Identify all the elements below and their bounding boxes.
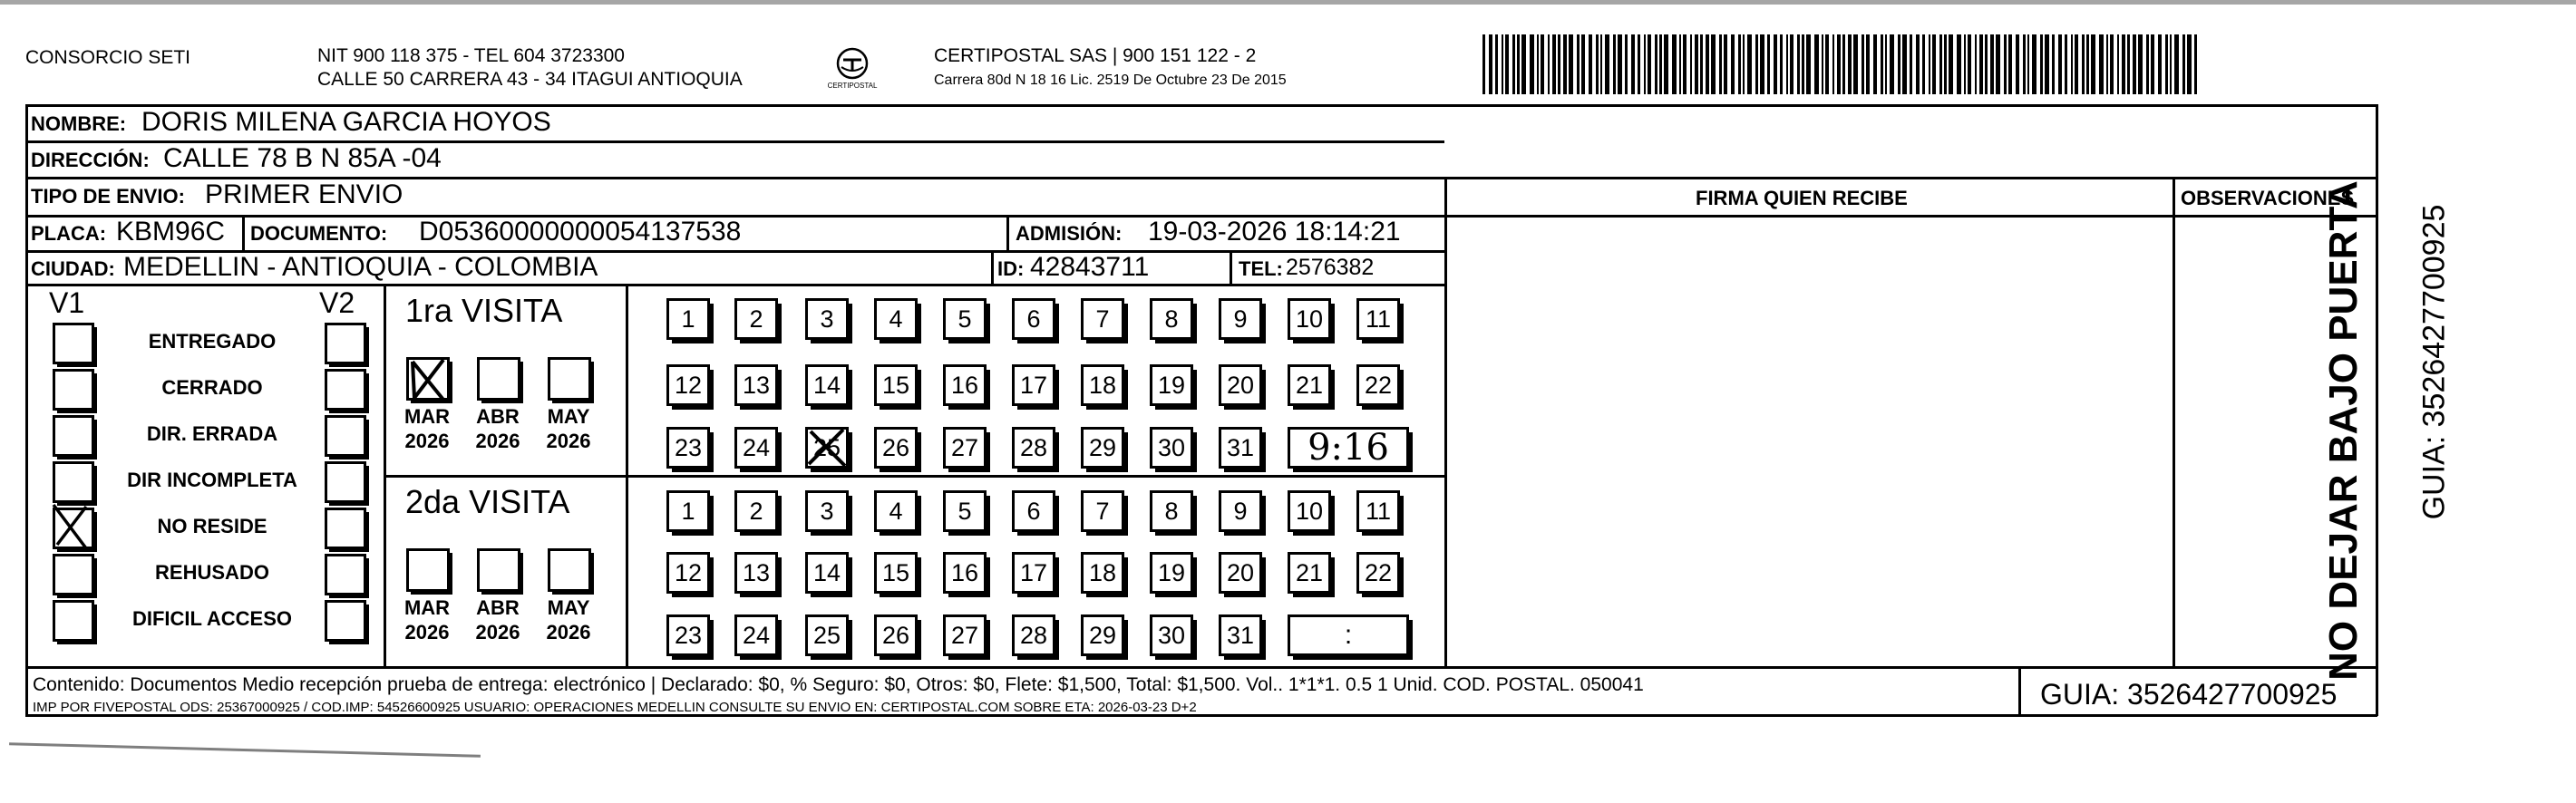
- v2-checkbox[interactable]: [325, 369, 366, 411]
- month-checkbox[interactable]: [548, 357, 591, 401]
- second-visit-title: 2da VISITA: [405, 483, 570, 520]
- v1-checkbox[interactable]: [53, 508, 94, 549]
- admision-label: ADMISIÓN:: [1016, 222, 1123, 245]
- tel-label: TEL:: [1239, 257, 1283, 280]
- day-box[interactable]: 23: [666, 614, 710, 656]
- id-label: ID:: [997, 257, 1025, 280]
- footer-guia-divider: [2018, 666, 2021, 716]
- day-box[interactable]: 20: [1219, 552, 1262, 594]
- month-checkbox[interactable]: [406, 357, 450, 401]
- reason-label: DIR INCOMPLETA: [127, 469, 297, 491]
- day-box[interactable]: 15: [874, 364, 918, 406]
- tipo-value: PRIMER ENVIO: [205, 179, 403, 209]
- day-box[interactable]: 31: [1219, 427, 1262, 469]
- first-visit-time[interactable]: 9:16: [1288, 427, 1409, 469]
- documento-label: DOCUMENTO:: [250, 222, 388, 245]
- day-box[interactable]: 4: [874, 298, 918, 340]
- logo-wordmark: CERTIPOSTAL: [827, 82, 878, 90]
- placa-label: PLACA:: [31, 222, 107, 245]
- v2-checkbox[interactable]: [325, 323, 366, 364]
- day-box[interactable]: 25: [805, 614, 849, 656]
- day-box[interactable]: 2: [734, 298, 778, 340]
- day-box[interactable]: 10: [1288, 298, 1331, 340]
- day-box[interactable]: 4: [874, 490, 918, 532]
- v1-checkbox[interactable]: [53, 600, 94, 642]
- month-checkbox[interactable]: [477, 548, 520, 592]
- v1-checkbox[interactable]: [53, 461, 94, 503]
- day-box[interactable]: 14: [805, 364, 849, 406]
- day-box[interactable]: 22: [1356, 552, 1400, 594]
- day-box[interactable]: 12: [666, 552, 710, 594]
- day-box[interactable]: 30: [1150, 614, 1193, 656]
- day-box[interactable]: 1: [666, 298, 710, 340]
- day-box[interactable]: 28: [1012, 427, 1055, 469]
- ciudad-value: MEDELLIN - ANTIOQUIA - COLOMBIA: [123, 252, 598, 282]
- month-checkbox[interactable]: [477, 357, 520, 401]
- day-box[interactable]: 6: [1012, 298, 1055, 340]
- month-label: MAR 2026: [403, 596, 451, 643]
- day-box[interactable]: 19: [1150, 552, 1193, 594]
- day-box[interactable]: 12: [666, 364, 710, 406]
- v2-checkbox[interactable]: [325, 415, 366, 457]
- day-box[interactable]: 9: [1219, 298, 1262, 340]
- month-label: ABR 2026: [475, 405, 520, 452]
- month-label: MAR 2026: [403, 405, 451, 452]
- v2-checkbox[interactable]: [325, 508, 366, 549]
- tel-value: 2576382: [1286, 255, 1375, 280]
- day-box[interactable]: 29: [1081, 614, 1124, 656]
- v2-checkbox[interactable]: [325, 600, 366, 642]
- reason-label: CERRADO: [161, 376, 263, 399]
- day-box[interactable]: 30: [1150, 427, 1193, 469]
- nit-line: NIT 900 118 375 - TEL 604 3723300: [317, 45, 625, 66]
- reason-label: DIFICIL ACCESO: [131, 607, 292, 630]
- day-box[interactable]: 3: [805, 298, 849, 340]
- address-line: CALLE 50 CARRERA 43 - 34 ITAGUI ANTIOQUIA: [317, 69, 743, 90]
- day-box[interactable]: 29: [1081, 427, 1124, 469]
- license-line: Carrera 80d N 18 16 Lic. 2519 De Octubre 23 De 2015: [934, 73, 1287, 88]
- col-obs-left: [2173, 177, 2175, 666]
- reason-label: DIR. ERRADA: [146, 422, 278, 445]
- day-box[interactable]: 16: [943, 552, 987, 594]
- placa-value: KBM96C: [116, 217, 226, 247]
- certipostal-logo: [816, 44, 889, 94]
- side-warning: NO DEJAR BAJO PUERTA: [2321, 180, 2366, 681]
- reason-label: ENTREGADO: [148, 330, 277, 353]
- day-box[interactable]: 14: [805, 552, 849, 594]
- day-box[interactable]: 22: [1356, 364, 1400, 406]
- v1-checkbox[interactable]: [53, 415, 94, 457]
- footer-guia: GUIA: 3526427700925: [2040, 678, 2338, 711]
- v2-checkbox[interactable]: [325, 554, 366, 595]
- v2-label: V2: [319, 286, 355, 319]
- scan-edge-top: [0, 0, 2576, 5]
- v1-checkbox[interactable]: [53, 369, 94, 411]
- day-box[interactable]: 24: [734, 614, 778, 656]
- barcode: [1482, 34, 2199, 94]
- day-box[interactable]: 2: [734, 490, 778, 532]
- month-label: MAY 2026: [546, 405, 591, 452]
- first-visit-title: 1ra VISITA: [405, 292, 563, 329]
- day-box[interactable]: 27: [943, 427, 987, 469]
- day-box[interactable]: 27: [943, 614, 987, 656]
- day-box[interactable]: 13: [734, 364, 778, 406]
- footer-top-line: [25, 666, 2377, 669]
- day-box[interactable]: 26: [874, 427, 918, 469]
- id-value: 42843711: [1030, 252, 1150, 282]
- scan-edge-bottom: [9, 742, 481, 758]
- footer-content-line: Contenido: Documentos Medio recepción prueba de entrega: electrónico | Declarado: $0, % Seguro: $0, Otros: $0, Flete: $1,500, Total: $1,500. Vol.. 1*1*1. 0.5 1 Unid. COD. POSTAL. 050041: [33, 674, 1644, 695]
- day-box[interactable]: 6: [1012, 490, 1055, 532]
- company-name: CONSORCIO SETI: [25, 47, 191, 68]
- month-checkbox[interactable]: [548, 548, 591, 592]
- admision-divider: [1006, 215, 1009, 250]
- firma-header: FIRMA QUIEN RECIBE: [1696, 187, 1908, 209]
- day-box[interactable]: 21: [1288, 552, 1331, 594]
- v1-checkbox[interactable]: [53, 554, 94, 595]
- day-box[interactable]: 13: [734, 552, 778, 594]
- day-box[interactable]: 8: [1150, 490, 1193, 532]
- day-box[interactable]: 11: [1356, 298, 1400, 340]
- observaciones-header: OBSERVACIONES: [2181, 187, 2355, 209]
- reason-label: REHUSADO: [155, 561, 269, 584]
- day-box[interactable]: 5: [943, 298, 987, 340]
- row-line-5: [25, 284, 1444, 286]
- day-box[interactable]: 23: [666, 427, 710, 469]
- col-firma-left: [1444, 177, 1447, 666]
- certipostal-line: CERTIPOSTAL SAS | 900 151 122 - 2: [934, 45, 1257, 66]
- day-box[interactable]: 7: [1081, 298, 1124, 340]
- tel-divider: [1230, 250, 1232, 284]
- v1-label: V1: [49, 286, 85, 319]
- frame-left: [25, 104, 28, 716]
- second-visit-time[interactable]: :: [1288, 614, 1409, 656]
- direccion-value: CALLE 78 B N 85A -04: [163, 143, 442, 173]
- day-box[interactable]: 31: [1219, 614, 1262, 656]
- month-label: ABR 2026: [475, 596, 520, 643]
- v1-checkbox[interactable]: [53, 323, 94, 364]
- day-box[interactable]: 18: [1081, 552, 1124, 594]
- day-box[interactable]: 28: [1012, 614, 1055, 656]
- day-box[interactable]: 3: [805, 490, 849, 532]
- day-box[interactable]: 10: [1288, 490, 1331, 532]
- tipo-label: TIPO DE ENVIO:: [31, 185, 185, 208]
- nombre-label: NOMBRE:: [31, 112, 127, 135]
- day-box[interactable]: 17: [1012, 364, 1055, 406]
- ciudad-label: CIUDAD:: [31, 257, 115, 280]
- admision-value: 19-03-2026 18:14:21: [1148, 217, 1401, 247]
- month-label: MAY 2026: [546, 596, 591, 643]
- day-box[interactable]: 1: [666, 490, 710, 532]
- documento-value: D05360000000054137538: [419, 217, 742, 247]
- id-divider: [991, 250, 994, 284]
- placa-divider: [242, 215, 245, 250]
- visit-divider: [384, 475, 1444, 478]
- day-box[interactable]: 11: [1356, 490, 1400, 532]
- direccion-label: DIRECCIÓN:: [31, 149, 150, 171]
- day-box[interactable]: 19: [1150, 364, 1193, 406]
- day-box[interactable]: 25: [805, 427, 849, 469]
- footer-imp-line: IMP POR FIVEPOSTAL ODS: 25367000925 / COD.IMP: 54526600925 USUARIO: OPERACIONES MEDELLIN CONSULTE SU ENVIO EN: CERTIPOSTAL.COM SOBRE ETA: 2026-03-23 D+2: [33, 700, 1197, 715]
- day-box[interactable]: 20: [1219, 364, 1262, 406]
- v2-checkbox[interactable]: [325, 461, 366, 503]
- month-checkbox[interactable]: [406, 548, 450, 592]
- day-box[interactable]: 17: [1012, 552, 1055, 594]
- frame-right: [2376, 104, 2378, 716]
- day-box[interactable]: 16: [943, 364, 987, 406]
- day-box[interactable]: 24: [734, 427, 778, 469]
- side-guia: GUIA: 3526427700925: [2416, 204, 2452, 520]
- day-box[interactable]: 8: [1150, 298, 1193, 340]
- day-box[interactable]: 9: [1219, 490, 1262, 532]
- day-box[interactable]: 18: [1081, 364, 1124, 406]
- day-box[interactable]: 26: [874, 614, 918, 656]
- reason-label: NO RESIDE: [157, 515, 267, 537]
- day-box[interactable]: 7: [1081, 490, 1124, 532]
- nombre-value: DORIS MILENA GARCIA HOYOS: [141, 107, 551, 137]
- day-box[interactable]: 5: [943, 490, 987, 532]
- day-box[interactable]: 15: [874, 552, 918, 594]
- day-box[interactable]: 21: [1288, 364, 1331, 406]
